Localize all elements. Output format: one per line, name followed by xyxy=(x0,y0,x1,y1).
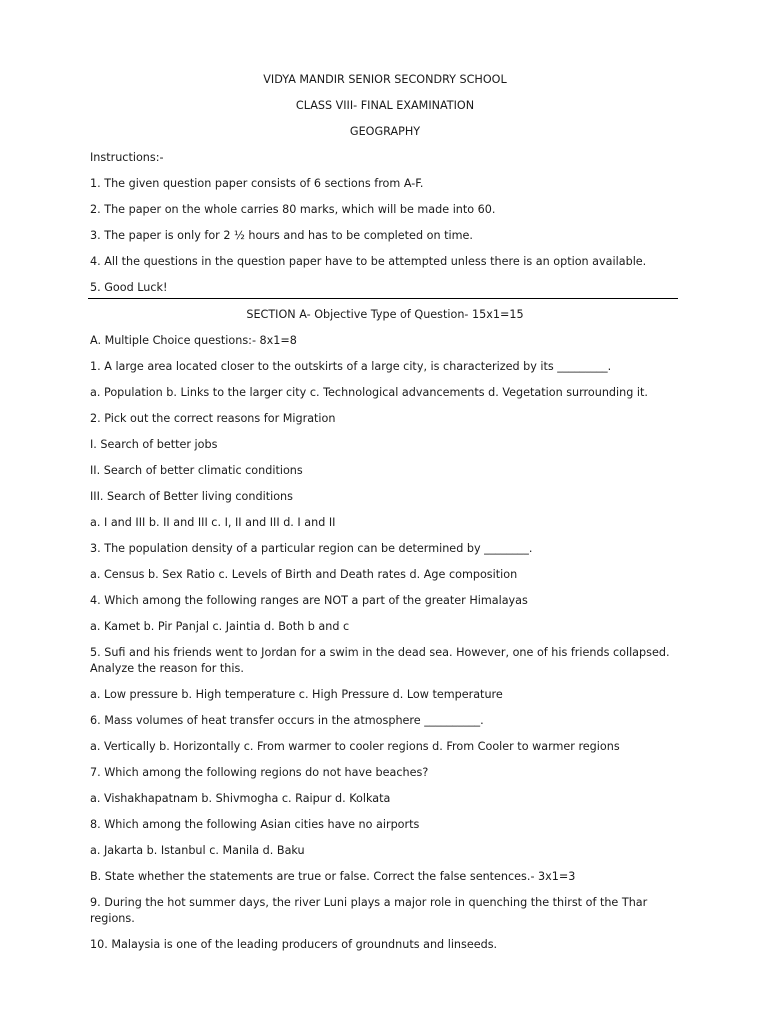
section-divider xyxy=(88,298,678,299)
question-5: 5. Sufi and his friends went to Jordan for a swim in the dead sea. However, one of his friends collapsed. Analyze the reason for this. xyxy=(90,646,670,675)
instruction-item: 5. Good Luck! xyxy=(90,281,168,294)
question-5-options: a. Low pressure b. High temperature c. High Pressure d. Low temperature xyxy=(90,688,503,701)
question-9: 9. During the hot summer days, the river Luni plays a major role in quenching the thirst of the Thar regions. xyxy=(90,896,648,925)
question-7-options: a. Vishakhapatnam b. Shivmogha c. Raipur d. Kolkata xyxy=(90,792,391,805)
exam-title: CLASS VIII- FINAL EXAMINATION xyxy=(295,99,475,112)
subject-title: GEOGRAPHY xyxy=(349,125,421,138)
instruction-item: 4. All the questions in the question paper have to be attempted unless there is an option available. xyxy=(90,255,647,268)
question-6: 6. Mass volumes of heat transfer occurs in the atmosphere __________. xyxy=(90,714,484,727)
question-8: 8. Which among the following Asian cities have no airports xyxy=(90,818,420,831)
question-2-reason: III. Search of Better living conditions xyxy=(90,490,293,503)
question-2-reason: II. Search of better climatic conditions xyxy=(90,464,303,477)
question-4-options: a. Kamet b. Pir Panjal c. Jaintia d. Both b and c xyxy=(90,620,350,633)
question-8-options: a. Jakarta b. Istanbul c. Manila d. Baku xyxy=(90,844,305,857)
section-a-title: SECTION A- Objective Type of Question- 15x1=15 xyxy=(246,308,524,321)
question-10: 10. Malaysia is one of the leading producers of groundnuts and linseeds. xyxy=(90,938,498,951)
instruction-item: 3. The paper is only for 2 ½ hours and has to be completed on time. xyxy=(90,229,473,242)
question-3-options: a. Census b. Sex Ratio c. Levels of Birth and Death rates d. Age composition xyxy=(90,568,518,581)
question-4: 4. Which among the following ranges are NOT a part of the greater Himalayas xyxy=(90,594,528,607)
school-name: VIDYA MANDIR SENIOR SECONDRY SCHOOL xyxy=(263,73,507,86)
question-2-options: a. I and III b. II and III c. I, II and III d. I and II xyxy=(90,516,336,529)
instructions-heading: Instructions:- xyxy=(90,151,164,164)
question-3: 3. The population density of a particular region can be determined by ________. xyxy=(90,542,533,555)
exam-page xyxy=(90,72,680,963)
question-2: 2. Pick out the correct reasons for Migration xyxy=(90,412,336,425)
true-false-heading: B. State whether the statements are true or false. Correct the false sentences.- 3x1=3 xyxy=(90,870,576,883)
question-7: 7. Which among the following regions do not have beaches? xyxy=(90,766,429,779)
instruction-item: 2. The paper on the whole carries 80 marks, which will be made into 60. xyxy=(90,203,496,216)
question-2-reason: I. Search of better jobs xyxy=(90,438,218,451)
question-1-options: a. Population b. Links to the larger city c. Technological advancements d. Vegetation surrounding it. xyxy=(90,386,648,399)
mcq-heading: A. Multiple Choice questions:- 8x1=8 xyxy=(90,334,297,347)
instruction-item: 1. The given question paper consists of 6 sections from A-F. xyxy=(90,177,424,190)
question-6-options: a. Vertically b. Horizontally c. From warmer to cooler regions d. From Cooler to warmer regions xyxy=(90,740,620,753)
question-1: 1. A large area located closer to the outskirts of a large city, is characterized by its _________. xyxy=(90,360,612,373)
